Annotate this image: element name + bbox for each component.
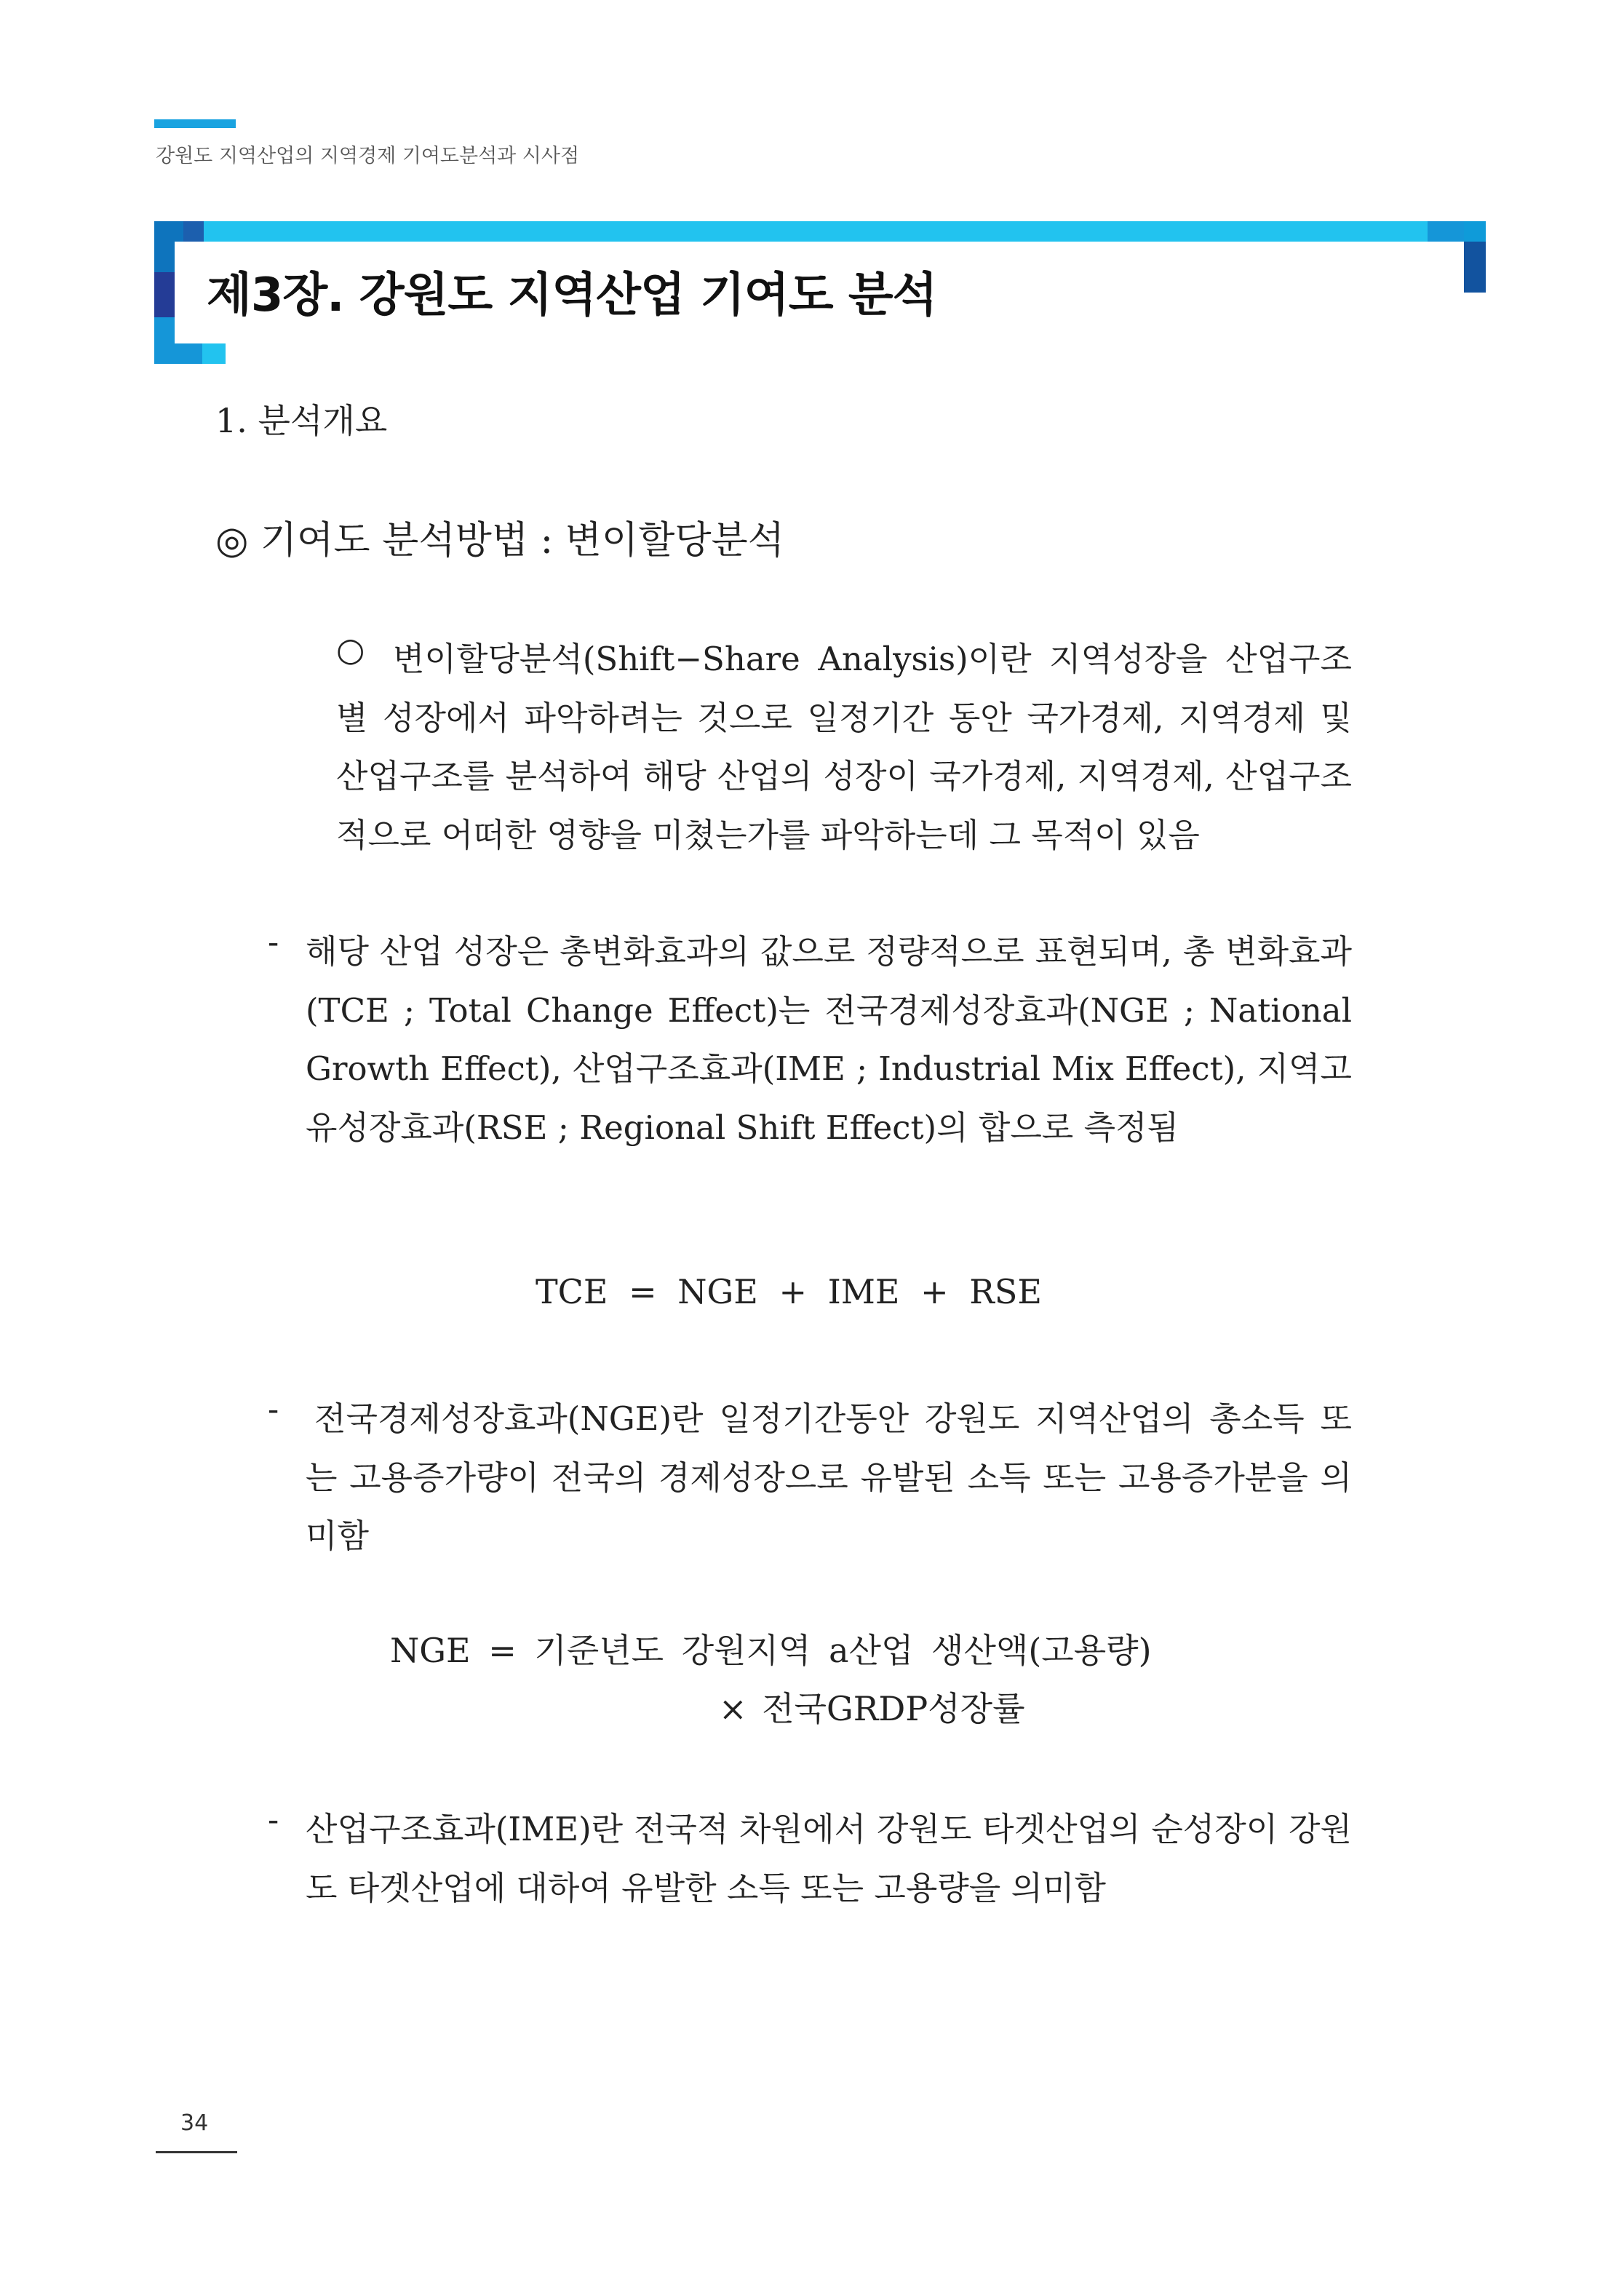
frame-left-segment xyxy=(154,242,175,272)
frame-left-segment xyxy=(154,272,175,317)
method-heading: ◎ 기여도 분석방법 : 변이할당분석 xyxy=(215,519,785,563)
nge-formula-line1: NGE = 기준년도 강원지역 a산업 생산액(고용량) xyxy=(390,1631,1152,1670)
dash-bullet: - xyxy=(268,923,279,961)
nge-formula-line2: × 전국GRDP성장률 xyxy=(719,1689,1025,1728)
dash-bullet: - xyxy=(268,1800,279,1839)
circle-bullet: ○ xyxy=(336,630,365,669)
section-heading: 1. 분석개요 xyxy=(215,401,388,440)
footer-rule xyxy=(156,2151,237,2153)
tce-paragraph: 해당 산업 성장은 총변화효과의 값으로 정량적으로 표현되며, 총 변화효과(TCE ; Total Change Effect)는 전국경제성장효과(NGE ; National Growth Effect), 산업구조효과(IME ; Industrial Mix Effect), 지역고유성장효과(RSE ; Regional Shift Effect)의 합으로 측정됨 xyxy=(306,932,1352,1147)
frame-bottom-segment xyxy=(154,343,202,364)
tce-formula: TCE = NGE + IME + RSE xyxy=(536,1272,1042,1311)
intro-paragraph: 변이할당분석(Shift−Share Analysis)이란 지역성장을 산업구조별 성장에서 파악하려는 것으로 일정기간 동안 국가경제, 지역경제 및 산업구조를 분석하여 해당 산업의 성장이 국가경제, 지역경제, 산업구조적으로 어떠한 영향을 미쳤는가를 파악하는데 그 목적이 있음 xyxy=(336,640,1352,854)
frame-corner-top-left-inner xyxy=(183,221,204,242)
ime-paragraph: 산업구조효과(IME)란 전국적 차원에서 강원도 타겟산업의 순성장이 강원도 타겟산업에 대하여 유발한 소득 또는 고용량을 의미함 xyxy=(306,1810,1352,1907)
dash-bullet: - xyxy=(268,1390,279,1428)
header-accent-bar xyxy=(154,119,236,128)
frame-corner-top-right xyxy=(1464,221,1486,242)
nge-paragraph: 전국경제성장효과(NGE)란 일정기간동안 강원도 지역산업의 총소득 또는 고용증가량이 전국의 경제성장으로 유발된 소득 또는 고용증가분을 의미함 xyxy=(306,1399,1352,1555)
frame-bottom-segment xyxy=(202,343,226,364)
frame-top-bar xyxy=(154,221,1486,242)
chapter-title: 제3장. 강원도 지역산업 기여도 분석 xyxy=(207,269,937,322)
frame-left-segment xyxy=(154,317,175,343)
frame-right-tab xyxy=(1464,242,1486,293)
page-number: 34 xyxy=(180,2110,209,2136)
running-title: 강원도 지역산업의 지역경제 기여도분석과 시사점 xyxy=(156,145,580,167)
frame-corner-top-left xyxy=(154,221,183,242)
frame-corner-top-right-inner xyxy=(1428,221,1464,242)
